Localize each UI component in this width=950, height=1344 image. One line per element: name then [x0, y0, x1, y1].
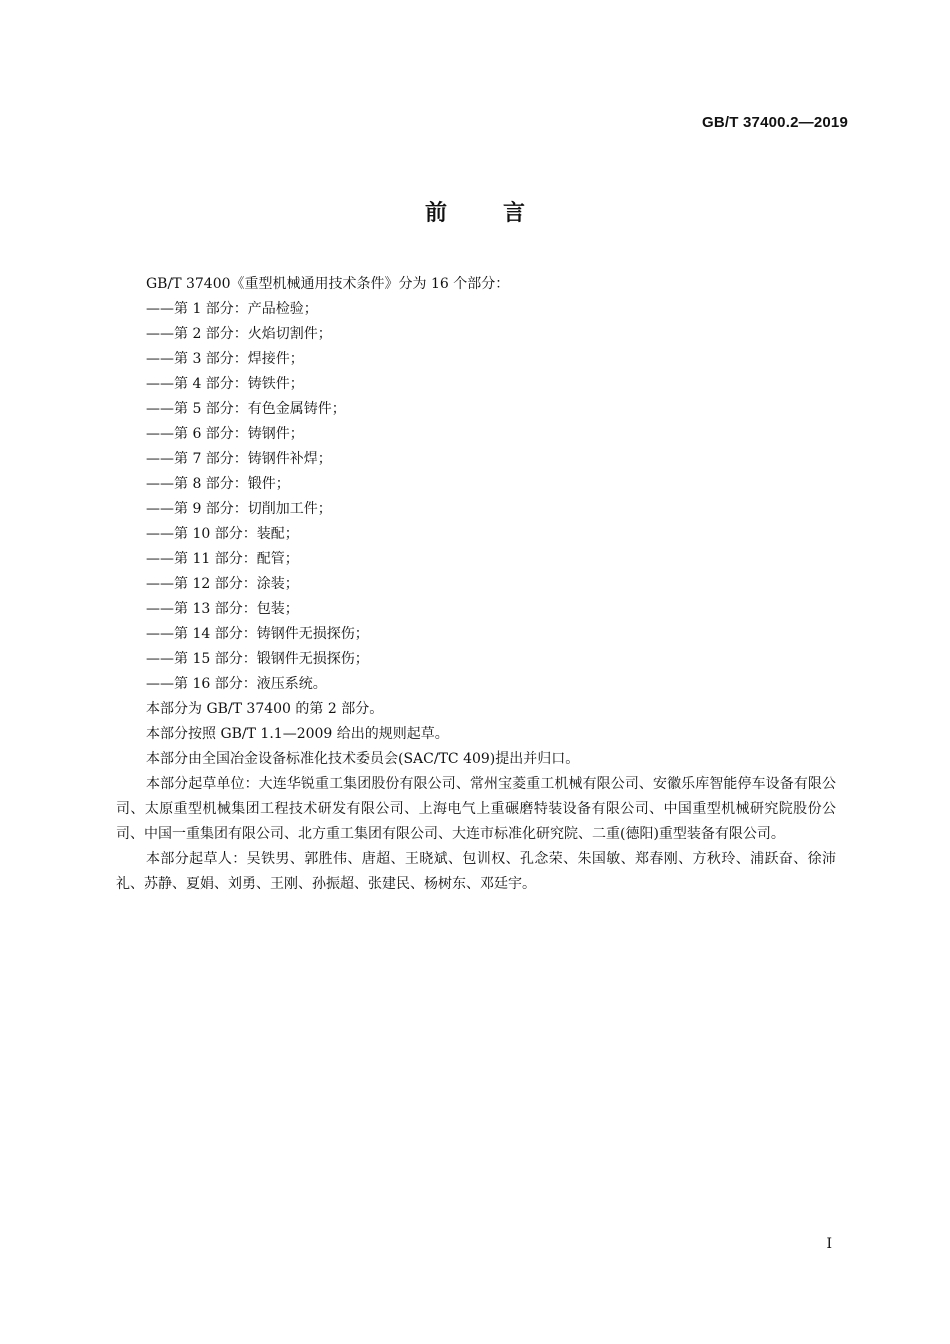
list-item: ——第 2 部分：火焰切割件；	[146, 326, 332, 342]
list-item: ——第 6 部分：铸钢件；	[146, 426, 304, 442]
list-item: ——第 1 部分：产品检验；	[146, 301, 318, 317]
page-number: I	[826, 1236, 832, 1252]
list-item: ——第 7 部分：铸钢件补焊；	[146, 451, 332, 467]
parts-list	[116, 297, 836, 697]
list-item: ——第 11 部分：配管；	[146, 551, 299, 567]
page-title: 前言	[424, 201, 581, 226]
list-item: ——第 13 部分：包装；	[146, 601, 299, 617]
list-item: ——第 9 部分：切削加工件；	[146, 501, 332, 517]
standard-code: GB/T 37400.2—2019	[702, 114, 848, 131]
list-item: ——第 12 部分：涂装；	[146, 576, 299, 592]
list-item: ——第 16 部分：液压系统。	[146, 676, 327, 692]
list-item: ——第 3 部分：焊接件；	[146, 351, 304, 367]
document-body	[116, 272, 836, 897]
list-item: ——第 14 部分：铸钢件无损探伤；	[146, 626, 369, 642]
intro-paragraph: GB/T 37400《重型机械通用技术条件》分为 16 个部分：	[146, 276, 510, 292]
list-item: ——第 15 部分：锻钢件无损探伤；	[146, 651, 369, 667]
part-statement-paragraph: 本部分为 GB/T 37400 的第 2 部分。	[146, 701, 384, 717]
drafting-rule-paragraph: 本部分按照 GB/T 1.1—2009 给出的规则起草。	[146, 726, 449, 742]
list-item: ——第 10 部分：装配；	[146, 526, 299, 542]
list-item: ——第 4 部分：铸铁件；	[146, 376, 304, 392]
drafters-paragraph: 本部分起草人：吴铁男、郭胜伟、唐超、王晓斌、包训权、孔念荣、朱国敏、郑春刚、方秋玲、浦跃奋、徐沛礼、苏静、夏娟、刘勇、王刚、孙振超、张建民、杨树东、邓廷宇。	[116, 851, 836, 892]
list-item: ——第 8 部分：锻件；	[146, 476, 290, 492]
list-item: ——第 5 部分：有色金属铸件；	[146, 401, 346, 417]
proposer-paragraph: 本部分由全国冶金设备标准化技术委员会(SAC/TC 409)提出并归口。	[146, 751, 580, 767]
drafting-units-paragraph: 本部分起草单位：大连华锐重工集团股份有限公司、常州宝菱重工机械有限公司、安徽乐库智能停车设备有限公司、太原重型机械集团工程技术研发有限公司、上海电气上重碾磨特装设备有限公司、中国重型机械研究院股份公司、中国一重集团有限公司、北方重工集团有限公司、大连市标准化研究院、二重(德阳)重型装备有限公司。	[116, 776, 836, 842]
